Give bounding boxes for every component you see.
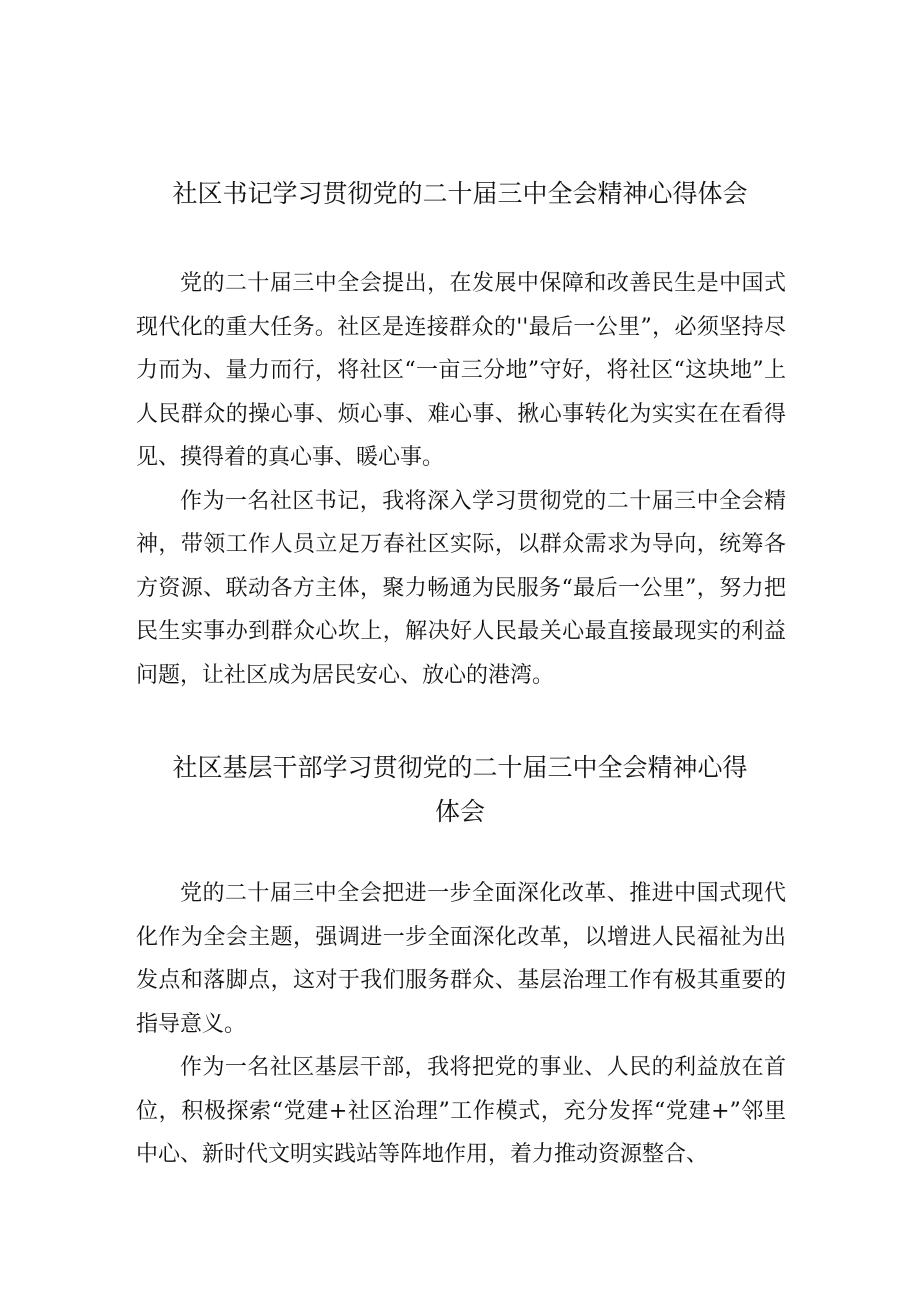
section-2-title-line-2: 体会 xyxy=(434,797,485,826)
section-1-title: 社区书记学习贯彻党的二十届三中全会精神心得体会 xyxy=(172,179,748,208)
section-2-paragraph-1: 党的二十届三中全会把进一步全面深化改革、推进中国式现代化作为全会主题，强调进一步全面深化改革，以增进人民福祉为出发点和落脚点，这对于我们服务群众、基层治理工作有极其重要的指导意义。 xyxy=(136,881,786,1037)
section-1-paragraph-2: 作为一名社区书记，我将深入学习贯彻党的二十届三中全会精神，带领工作人员立足万春社区实际，以群众需求为导向，统筹各方资源、联动各方主体，聚力畅通为民服务“最后一公里”，努力把民生实事办到群众心坎上，解决好人民最关心最直接最现实的利益问题，让社区成为居民安心、放心的港湾。 xyxy=(136,488,786,688)
section-1-paragraph-1: 党的二十届三中全会提出，在发展中保障和改善民生是中国式现代化的重大任务。社区是连接群众的''最后一公里”，必须坚持尽力而为、量力而行，将社区“一亩三分地”守好，将社区“这块地”上人民群众的操心事、烦心事、难心事、揪心事转化为实实在在看得见、摸得着的真心事、暖心事。 xyxy=(136,271,786,470)
section-2-title xyxy=(0,746,920,834)
section-2-body xyxy=(136,872,786,1177)
section-2-title-line-1: 社区基层干部学习贯彻党的二十届三中全会精神心得 xyxy=(172,753,748,782)
section-2-paragraph-2: 作为一名社区基层干部，我将把党的事业、人民的利益放在首位，积极探索“党建+社区治理”工作模式，充分发挥“党建+”邻里中心、新时代文明实践站等阵地作用，着力推动资源整合、 xyxy=(136,1055,786,1167)
section-1-body xyxy=(136,262,786,697)
